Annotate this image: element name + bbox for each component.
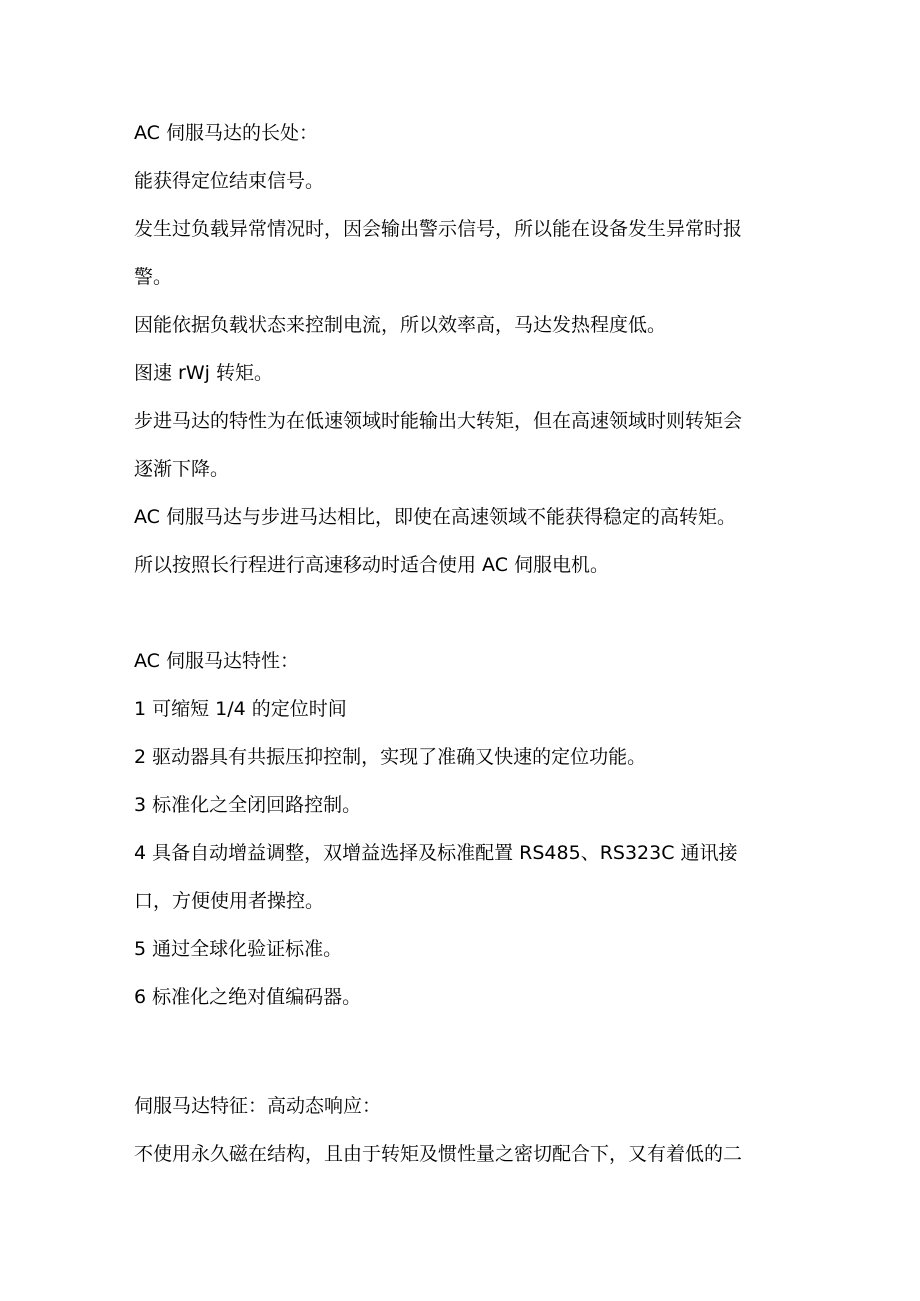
list-item: 3 标准化之全闭回路控制。 — [134, 794, 362, 816]
list-item: 1 可缩短 1/4 的定位时间 — [134, 698, 347, 720]
paragraph-line: 能获得定位结束信号。 — [134, 170, 325, 192]
section-heading: AC 伺服马达的长处： — [134, 122, 318, 144]
paragraph-line: 警。 — [134, 266, 173, 288]
paragraph-line: 逐渐下降。 — [134, 458, 230, 480]
paragraph-line: 不使用永久磁在结构，且由于转矩及惯性量之密切配合下，又有着低的二 — [134, 1143, 743, 1165]
paragraph-line: 步进马达的特性为在低速领域时能输出大转矩，但在高速领域时则转矩会 — [134, 410, 743, 432]
list-item: 2 驱动器具有共振压抑控制，实现了准确又快速的定位功能。 — [134, 746, 647, 768]
paragraph-line: 图速 rWj 转矩。 — [134, 362, 273, 384]
list-item: 5 通过全球化验证标准。 — [134, 938, 343, 960]
section-heading: 伺服马达特征：高动态响应： — [134, 1095, 382, 1117]
paragraph-line: 因能依据负载状态来控制电流，所以效率高，马达发热程度低。 — [134, 314, 667, 336]
list-item: 6 标准化之绝对值编码器。 — [134, 986, 362, 1008]
list-item: 口，方便使用者操控。 — [134, 890, 325, 912]
list-item: 4 具备自动增益调整，双增益选择及标准配置 RS485、RS323C 通讯接 — [134, 842, 738, 864]
paragraph-line: AC 伺服马达与步进马达相比，即使在高速领域不能获得稳定的高转矩。 — [134, 506, 736, 528]
section-heading: AC 伺服马达特性： — [134, 650, 299, 672]
paragraph-line: 所以按照长行程进行高速移动时适合使用 AC 伺服电机。 — [134, 554, 610, 576]
paragraph-line: 发生过负载异常情况时，因会输出警示信号，所以能在设备发生异常时报 — [134, 218, 743, 240]
